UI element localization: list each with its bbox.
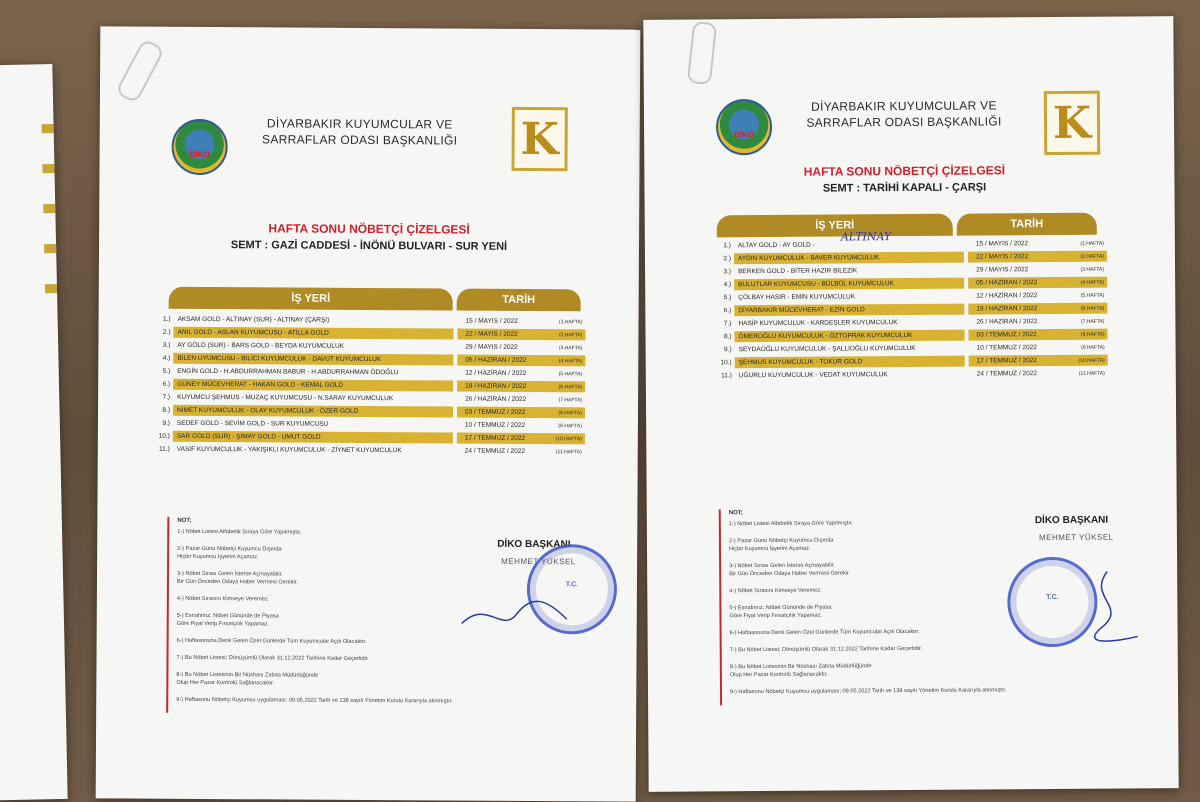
header-workplace: İŞ YERİ bbox=[169, 287, 453, 311]
row-workplaces: BİLEN UYUMCUSU - BİLİCİ KUYUMCULUK - DAVUT KUYUMCULUK bbox=[173, 353, 453, 366]
row-number: 4.) bbox=[162, 354, 171, 362]
note-item: 1-) Nöbet Listesi Alfabetik Sıraya Göre Yapılmıştır. bbox=[177, 528, 302, 536]
stamp-label: T.C. bbox=[1046, 593, 1059, 602]
gold-row-stripe bbox=[44, 244, 56, 253]
notes-title: NOT; bbox=[177, 517, 192, 524]
row-week: (2.HAFTA) bbox=[558, 331, 583, 338]
notes-section bbox=[166, 517, 497, 715]
header-date: TARİH bbox=[957, 213, 1097, 236]
row-workplaces: SEYDAOĞLU KUYUMCULUK - ŞALLIOĞLU KUYUMCULUK bbox=[738, 344, 916, 354]
note-item: 5-) Esnafımız; Nöbet Gününde de Piyasa Göre Fiyat Verip Fırsatçılık Yapamaz. bbox=[176, 612, 279, 628]
row-date: 15 / MAYIS / 2022 bbox=[465, 317, 518, 325]
row-workplaces: AY GOLD (SUR) - BARS GOLD - BEYDA KUYUMCULUK bbox=[177, 341, 345, 350]
table-row bbox=[708, 367, 1108, 383]
row-week: (1.HAFTA) bbox=[1080, 240, 1104, 247]
row-workplaces: SAR GOLD (SUR) - ŞİMAY GOLD - UMUT GOLD bbox=[173, 431, 453, 444]
signature-title: DİKO BAŞKANI bbox=[497, 538, 571, 551]
note-item: 7-) Bu Nöbet Listesi; Dönüşümlü Olarak 31.12.2022 Tarihine Kadar Geçerlidir. bbox=[729, 645, 923, 654]
gold-row-stripe bbox=[42, 124, 54, 133]
row-workplaces: ÇÖLBAY HASIR - EMİN KUYUMCULUK bbox=[738, 293, 856, 302]
row-workplaces: BERKEN GOLD - BİTER HAZIR BİLEZİK bbox=[738, 267, 858, 276]
signature-name: MEHMET YÜKSEL bbox=[501, 556, 576, 567]
signature-title: DİKO BAŞKANI bbox=[1034, 514, 1109, 527]
row-number: 4.) bbox=[723, 281, 732, 289]
row-number: 1.) bbox=[162, 315, 171, 323]
row-date: 29 / MAYIS / 2022 bbox=[465, 343, 518, 351]
note-item: 8-) Bu Nöbet Listesinin Bir Nüshası Zabıta Müdürlüğünde Olup Her Pazar Kontrolü Sağlanacaktır. bbox=[176, 671, 319, 687]
row-date: 24 / TEMMUZ / 2022 bbox=[464, 447, 526, 455]
row-week: (6.HAFTA) bbox=[1080, 305, 1105, 312]
row-date: 29 / MAYIS / 2022 bbox=[976, 266, 1029, 274]
row-date: 22 / MAYIS / 2022 bbox=[465, 330, 518, 338]
emblem-label: DİKO bbox=[734, 130, 755, 140]
row-number: 9.) bbox=[162, 419, 170, 427]
brand-k-logo: K bbox=[511, 107, 567, 171]
row-week: (7.HAFTA) bbox=[1080, 318, 1105, 325]
row-number: 10.) bbox=[158, 432, 170, 440]
row-week: (8.HAFTA) bbox=[1080, 331, 1105, 338]
row-number: 8.) bbox=[162, 406, 171, 414]
row-date: 03 / TEMMUZ / 2022 bbox=[464, 408, 526, 416]
notes-section bbox=[719, 507, 1050, 705]
row-workplaces: BULUTLAR KUYUMCUSU - BÜLBÜL KUYUMCULUK bbox=[734, 278, 964, 291]
row-number: 3.) bbox=[162, 341, 171, 349]
row-date: 22 / MAYIS / 2022 bbox=[975, 253, 1029, 261]
row-workplaces: ENGİN GOLD - H.ABDURRAHMAN BABUR - H.ABDURRAHMAN ÖDOĞLU bbox=[177, 367, 399, 377]
gold-row-stripe bbox=[45, 284, 57, 293]
row-week: (9.HAFTA) bbox=[1081, 344, 1105, 351]
document-title: HAFTA SONU NÖBETÇİ ÇİZELGESİ bbox=[803, 163, 1006, 179]
row-week: (10.HAFTA) bbox=[1078, 357, 1105, 364]
row-workplaces: AYDIN KUYUMCULUK - BAVER KUYUMCULUK bbox=[734, 252, 964, 265]
row-week: (11.HAFTA) bbox=[555, 448, 582, 455]
schedule-sheet-gazi bbox=[96, 26, 641, 801]
row-date: 26 / HAZİRAN / 2022 bbox=[976, 318, 1038, 326]
note-item: 2-) Pazar Günü Nöbetçi Kuyumcu Dışında Hiçbir Kuyumcu İşyerini Açamaz. bbox=[177, 545, 282, 561]
row-date: 17 / TEMMUZ / 2022 bbox=[976, 357, 1037, 365]
note-item: 7-) Bu Nöbet Listesi; Dönüşümlü Olarak 31.12.2022 Tarihine Kadar Geçerlidir. bbox=[176, 654, 369, 663]
row-week: (1.HAFTA) bbox=[559, 318, 583, 325]
row-week: (3.HAFTA) bbox=[1080, 266, 1105, 273]
row-number: 6.) bbox=[723, 307, 732, 315]
row-workplaces: GÜNEY MÜCEVHERAT - HAKAN GOLD - KEMAL GOLD bbox=[173, 379, 453, 392]
notes-title: NOT; bbox=[728, 510, 743, 517]
row-week: (4.HAFTA) bbox=[558, 357, 583, 364]
row-date: 24 / TEMMUZ / 2022 bbox=[976, 370, 1038, 378]
row-number: 1.) bbox=[723, 242, 731, 250]
handwritten-note: ALTINAY bbox=[840, 230, 892, 244]
row-date: 19 / HAZİRAN / 2022 bbox=[976, 305, 1038, 313]
row-workplaces: HASİP KUYUMCULUK - KARDEŞLER KUYUMCULUK bbox=[738, 319, 898, 328]
row-number: 7.) bbox=[723, 320, 732, 328]
note-item: 1-) Nöbet Listesi Alfabetik Sıraya Göre Yapılmıştır. bbox=[728, 520, 854, 528]
row-week: (5.HAFTA) bbox=[558, 370, 583, 377]
row-week: (6.HAFTA) bbox=[558, 383, 583, 390]
row-workplaces: SEDEF GOLD - SEVİM GOLD - SUR KUYUMCUSU bbox=[176, 419, 329, 428]
row-number: 11.) bbox=[721, 372, 732, 380]
note-item: 9-) Haftasonu Nöbetçi Kuyumcu uygulaması; 09.05.2022 Tarih ve 138 sayılı Yönetim Kurulu Kararıyla alınmıştır. bbox=[729, 687, 1007, 696]
row-date: 10 / TEMMUZ / 2022 bbox=[976, 344, 1037, 352]
row-week: (9.HAFTA) bbox=[558, 422, 582, 429]
note-item: 3-) Nöbet Sırası Gelen İsterse Açmayabilir. Bir Gün Önceden Odaya Haber Vermesi Gerekir. bbox=[176, 570, 298, 586]
note-item: 3-) Nöbet Sırası Gelen İsterse Açmayabilir. Bir Gün Önceden Odaya Haber Vermesi Gerekir. bbox=[729, 562, 851, 578]
row-date: 05 / HAZİRAN / 2022 bbox=[976, 279, 1038, 287]
org-title: DİYARBAKIR KUYUMCULAR VE SARRAFLAR ODASI BAŞKANLIĞI bbox=[806, 98, 1002, 130]
header-workplace: İŞ YERİ bbox=[717, 214, 953, 238]
row-week: (7.HAFTA) bbox=[558, 396, 583, 403]
note-item: 4-) Nöbet Sırasını Kimseye Veremez. bbox=[729, 587, 822, 595]
signature-name: MEHMET YÜKSEL bbox=[1038, 532, 1114, 543]
row-week: (3.HAFTA) bbox=[558, 344, 583, 351]
brand-k-logo: K bbox=[1044, 91, 1100, 155]
row-date: 26 / HAZİRAN / 2022 bbox=[465, 395, 527, 403]
row-workplaces: ANIL GOLD - ASLAN KUYUMCUSU - ATİLLA GOLD bbox=[173, 327, 453, 340]
emblem-label: DİKO bbox=[189, 149, 210, 160]
row-date: 05 / HAZİRAN / 2022 bbox=[465, 356, 527, 364]
row-date: 15 / MAYIS / 2022 bbox=[975, 240, 1029, 248]
row-number: 9.) bbox=[723, 346, 732, 354]
row-number: 2.) bbox=[723, 255, 732, 263]
row-workplaces: KUYUMCU ŞEHMUS - MUZAÇ KUYUMCUSU - N.SARAY KUYUMCULUK bbox=[177, 393, 394, 403]
note-item: 2-) Pazar Günü Nöbetçi Kuyumcu Dışında Hiçbir Kuyumcu İşyerini Açamaz. bbox=[728, 537, 834, 553]
table-header bbox=[169, 287, 581, 312]
note-item: 5-) Esnafımız; Nöbet Gününde de Piyasa Göre Fiyat Verip Fırsatçılık Yapamaz. bbox=[729, 604, 832, 620]
row-workplaces: NİMET KUYUMCULUK - OLAY KUYUMCULUK - ÖZER GOLD bbox=[173, 405, 453, 418]
row-number: 3.) bbox=[723, 268, 732, 276]
note-item: 6-) Haftasonuna Denk Gelen Özel Günlerde Tüm Kuyumcular Açık Olacaktır. bbox=[729, 628, 920, 637]
diko-emblem-logo bbox=[171, 119, 227, 175]
schedule-rows bbox=[146, 313, 586, 459]
row-date: 19 / HAZİRAN / 2022 bbox=[465, 382, 527, 390]
row-number: 2.) bbox=[162, 328, 171, 336]
row-date: 10 / TEMMUZ / 2022 bbox=[464, 421, 526, 429]
row-date: 12 / HAZİRAN / 2022 bbox=[976, 292, 1038, 300]
note-item: 6-) Haftasonuna Denk Gelen Özel Günlerde Tüm Kuyumcular Açık Olacaktır. bbox=[176, 637, 367, 645]
row-week: (11.HAFTA) bbox=[1078, 370, 1105, 377]
note-item: 4-) Nöbet Sırasını Kimseye Veremez. bbox=[176, 595, 270, 603]
gold-row-stripe bbox=[42, 164, 54, 173]
schedule-sheet-kapali-carsi bbox=[643, 16, 1178, 792]
row-date: 17 / TEMMUZ / 2022 bbox=[464, 434, 526, 442]
row-workplaces: DİYARBAKIR MÜCEVHERAT - EZİN GOLD bbox=[734, 304, 964, 317]
diko-emblem-logo bbox=[716, 99, 772, 155]
row-date: 03 / TEMMUZ / 2022 bbox=[976, 331, 1037, 339]
row-week: (10.HAFTA) bbox=[555, 435, 582, 442]
row-number: 7.) bbox=[162, 393, 171, 401]
row-week: (2.HAFTA) bbox=[1080, 253, 1104, 260]
row-workplaces: ŞEHMUS KUYUMCULUK - TOKUR GOLD bbox=[735, 356, 965, 369]
district-subtitle: SEMT : TARİHİ KAPALI - ÇARŞI bbox=[822, 181, 987, 195]
signature-scribble bbox=[1067, 566, 1148, 647]
row-workplaces: AKSAM GOLD - ALTINAY (SUR) - ALTINAY (ÇARŞI) bbox=[177, 315, 330, 324]
row-workplaces: UĞURLU KUYUMCULUK - VEDAT KUYUMCULUK bbox=[738, 371, 888, 380]
note-item: 8-) Bu Nöbet Listesinin Bir Nüshası Zabıta Müdürlüğünde Olup Her Pazar Kontrolü Sağlanacaktır. bbox=[729, 663, 872, 679]
row-week: (4.HAFTA) bbox=[1080, 279, 1105, 286]
row-week: (8.HAFTA) bbox=[558, 409, 583, 416]
header-date: TARİH bbox=[457, 289, 581, 312]
row-workplaces: VASIF KUYUMCULUK - YAKIŞIKLI KUYUMCULUK - ZİYNET KUYUMCULUK bbox=[176, 445, 402, 455]
row-number: 8.) bbox=[723, 333, 732, 341]
row-number: 10.) bbox=[720, 359, 732, 367]
district-subtitle: SEMT : GAZİ CADDESİ - İNÖNÜ BULVARI - SUR YENİ bbox=[230, 239, 508, 253]
table-header bbox=[717, 213, 1097, 238]
table-row bbox=[146, 443, 585, 459]
row-workplaces: ÖMEROĞLU KUYUMCULUK - ÖZTOPRAK KUYUMCULUK bbox=[734, 330, 964, 343]
row-number: 6.) bbox=[162, 380, 171, 388]
note-item: 9-) Haftasonu Nöbetçi Kuyumcu uygulaması; 09.05.2022 Tarih ve 138 sayılı Yönetim Kurulu Kararıyla alınmıştır. bbox=[176, 696, 453, 705]
row-number: 5.) bbox=[162, 367, 171, 375]
org-title: DİYARBAKIR KUYUMCULAR VE SARRAFLAR ODASI BAŞKANLIĞI bbox=[262, 116, 458, 148]
gold-row-stripe bbox=[43, 204, 55, 213]
row-date: 12 / HAZİRAN / 2022 bbox=[465, 369, 527, 377]
row-number: 11.) bbox=[159, 445, 170, 453]
document-title: HAFTA SONU NÖBETÇİ ÇİZELGESİ bbox=[268, 221, 470, 237]
stamp-label: T.C. bbox=[565, 581, 579, 589]
row-number: 5.) bbox=[723, 294, 732, 302]
signature-scribble bbox=[457, 589, 577, 640]
row-workplaces: ALTAY GOLD - AY GOLD - bbox=[737, 241, 815, 250]
schedule-rows bbox=[707, 237, 1108, 383]
row-week: (5.HAFTA) bbox=[1080, 292, 1105, 299]
